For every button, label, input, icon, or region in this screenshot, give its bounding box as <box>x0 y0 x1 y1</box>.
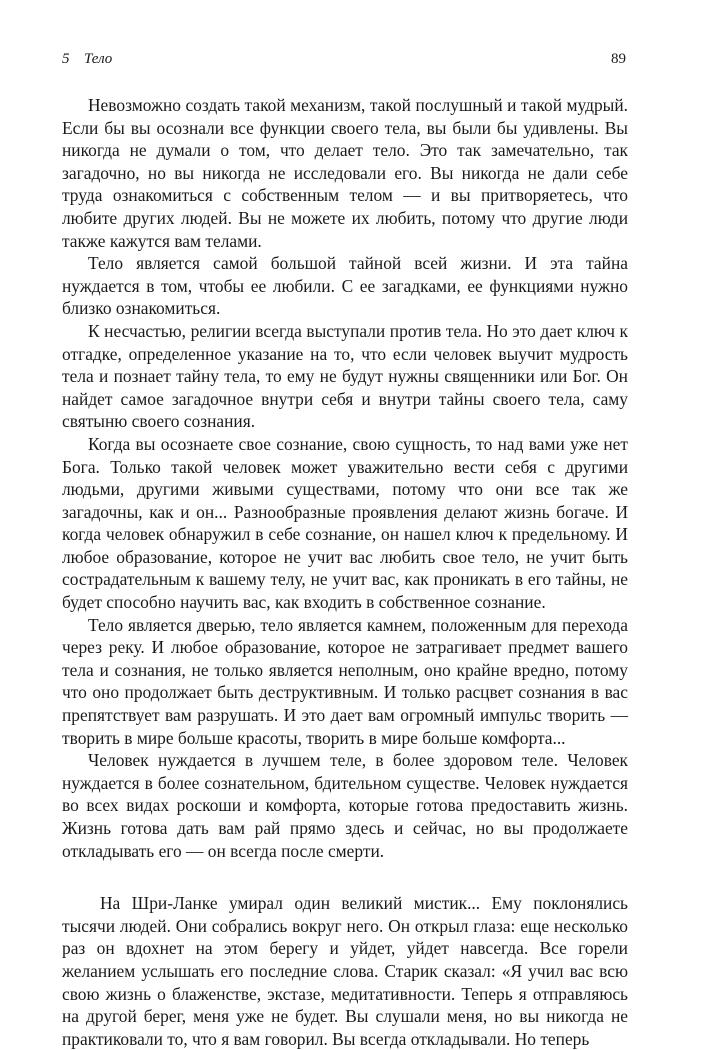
paragraph: Невозможно создать такой механизм, такой послушный и такой мудрый. Если бы вы осознали все функции своего тела, вы были бы удивлены. Вы никогда не думали о том, что делает тело. Это так замечательно, так загадочно, но вы никогда не исследовали его. Вы никогда не дали себе труда ознакомиться с собственным телом — и вы притворяетесь, что любите других людей. Вы не можете их любить, потому что другие люди также кажутся вам телами. <box>62 95 628 251</box>
paragraph: Когда вы осознаете свое сознание, свою сущность, то над вами уже нет Бога. Только такой человек может уважительно вести себя с другими людьми, другими живыми существами, потому что они все так же загадочны, как и он... Разнообразные проявления делают жизнь богаче. И когда человек обнаружил в себе сознание, он нашел ключ к предельному. И любое образование, которое не учит вас любить свое тело, не учит быть сострадательным к вашему телу, не учит вас, как проникать в его тайны, не будет способно научить вас, как входить в собственное сознание. <box>62 433 628 613</box>
page-number: 89 <box>611 51 626 67</box>
body-text <box>62 94 628 1050</box>
paragraph: К несчастью, религии всегда выступали против тела. Но это дает ключ к отгадке, определенное указание на то, что если человек выучит мудрость тела и познает тайну тела, то ему не будут нужны священники или Бог. Он найдет самое загадочное внутри себя и внутри тайны своего тела, саму святыню своего сознания. <box>62 320 628 432</box>
paragraph: Тело является самой большой тайной всей жизни. И эта тайна нуждается в том, чтобы ее любили. С ее загадками, ее функциями нужно близко ознакомиться. <box>62 253 628 319</box>
paragraph: Человек нуждается в лучшем теле, в более здоровом теле. Человек нуждается в более сознательном, бдительном существе. Человек нуждается во всех видах роскоши и комфорта, которые готова предоставить жизнь. Жизнь готова дать вам рай прямо здесь и сейчас, но вы продолжаете откладывать его — он всегда после смерти. <box>62 750 628 861</box>
story-paragraph: На Шри-Ланке умирал один великий мистик... Ему поклонялись тысячи людей. Они собрались вокруг него. Он открыл глаза: еще несколько раз он вдохнет на этом берегу и уйдет, уйдет навсегда. Все горели желанием услышать его последние слова. Старик сказал: «Я учил вас всю свою жизнь о блаженстве, экстазе, медитативности. Теперь я отправляюсь на другой берег, меня уже не будет. Вы слушали меня, но вы никогда не практиковали то, что я вам говорил. Вы всегда откладывали. Но теперь <box>62 893 628 1049</box>
chapter-number: 5 <box>62 51 70 67</box>
paragraph: Тело является дверью, тело является камнем, положенным для перехода через реку. И любое образование, которое не затрагивает предмет вашего тела и сознания, не только является неполным, оно крайне вредно, потому что оно продолжает быть деструктивным. И только расцвет сознания в вас препятствует вам разрушать. И это дает вам огромный импульс творить — творить в мире больше красоты, творить в мире больше комфорта... <box>62 614 628 748</box>
story-block <box>62 892 628 1050</box>
chapter-title: Тело <box>84 51 113 67</box>
